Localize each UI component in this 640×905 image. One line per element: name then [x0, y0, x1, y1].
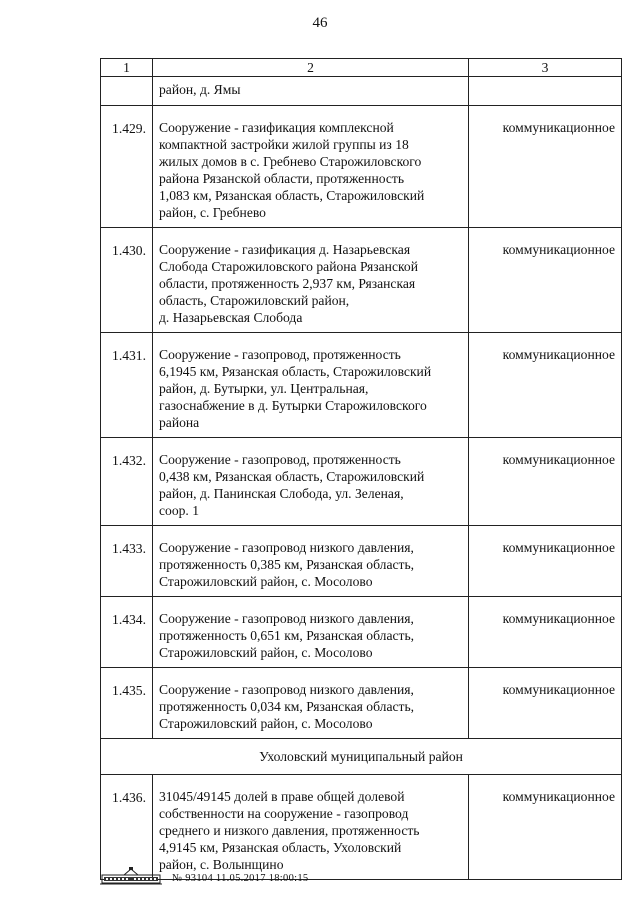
table-row — [101, 438, 622, 526]
description-line: Сооружение - газопровод, протяженность — [159, 347, 401, 362]
description-line: протяженность 0,034 км, Рязанская область, — [159, 699, 415, 714]
object-description — [153, 668, 469, 739]
row-number-cell — [101, 775, 153, 880]
description-line: района — [159, 415, 200, 430]
row-number-cell — [101, 597, 153, 668]
continuation-text: район, д. Ямы — [153, 77, 469, 106]
row-number: 1.429. — [112, 121, 146, 136]
continuation-num-cell — [101, 77, 153, 106]
description-line: Старожиловский район, с. Мосолово — [159, 574, 373, 589]
column-header-2: 2 — [153, 59, 469, 77]
description-line: Сооружение - газификация комплексной — [159, 120, 394, 135]
description-line: Старожиловский район, с. Мосолово — [159, 645, 373, 660]
description-line: жилых домов в с. Гребнево Старожиловского — [159, 154, 422, 169]
column-header-3: 3 — [469, 59, 622, 77]
description-line: Сооружение - газопровод, протяженность — [159, 452, 401, 467]
object-description — [153, 438, 469, 526]
continuation-row — [101, 77, 622, 106]
description-line: протяженность 0,385 км, Рязанская область, — [159, 557, 415, 572]
description-line: 31045/49145 долей в праве общей долевой — [159, 789, 405, 804]
description-line: Сооружение - газопровод низкого давления, — [159, 682, 414, 697]
registry-table — [100, 58, 622, 880]
object-kind: коммуникационное — [469, 228, 622, 333]
object-kind: коммуникационное — [469, 775, 622, 880]
description-line: д. Назарьевская Слобода — [159, 310, 303, 325]
description-line: газоснабжение в д. Бутырки Старожиловского — [159, 398, 427, 413]
object-kind: коммуникационное — [469, 438, 622, 526]
description-line: 1,083 км, Рязанская область, Старожиловский — [159, 188, 425, 203]
description-line: 4,9145 км, Рязанская область, Ухоловский — [159, 840, 402, 855]
table-row — [101, 597, 622, 668]
row-number: 1.432. — [112, 453, 146, 468]
table-row — [101, 668, 622, 739]
object-kind: коммуникационное — [469, 526, 622, 597]
description-line: компактной застройки жилой группы из 18 — [159, 137, 409, 152]
object-description — [153, 106, 469, 228]
row-number-cell — [101, 228, 153, 333]
building-logo-icon — [100, 867, 162, 885]
description-line: среднего и низкого давления, протяженность — [159, 823, 420, 838]
table-row — [101, 106, 622, 228]
object-description — [153, 228, 469, 333]
description-line: область, Старожиловский район, — [159, 293, 350, 308]
document-footer — [100, 873, 580, 889]
table-row — [101, 775, 622, 880]
page-number: 46 — [312, 15, 328, 31]
object-kind: коммуникационное — [469, 668, 622, 739]
description-line: Сооружение - газификация д. Назарьевская — [159, 242, 411, 257]
description-line: район, д. Бутырки, ул. Центральная, — [159, 381, 369, 396]
row-number: 1.435. — [112, 683, 146, 698]
section-title: Ухоловский муниципальный район — [101, 739, 622, 775]
continuation-kind-cell — [469, 77, 622, 106]
row-number-cell — [101, 438, 153, 526]
table-row — [101, 526, 622, 597]
column-header-1: 1 — [101, 59, 153, 77]
row-number-cell — [101, 333, 153, 438]
description-line: район, д. Панинская Слобода, ул. Зеленая, — [159, 486, 404, 501]
description-line: протяженность 0,651 км, Рязанская область, — [159, 628, 415, 643]
description-line: район, с. Гребнево — [159, 205, 266, 220]
row-number: 1.434. — [112, 612, 146, 627]
object-description — [153, 333, 469, 438]
object-description — [153, 526, 469, 597]
object-kind: коммуникационное — [469, 333, 622, 438]
row-number: 1.436. — [112, 790, 146, 805]
table-row — [101, 228, 622, 333]
object-kind: коммуникационное — [469, 597, 622, 668]
description-line: Старожиловский район, с. Мосолово — [159, 716, 373, 731]
description-line: Сооружение - газопровод низкого давления, — [159, 540, 414, 555]
description-line: области, протяженность 2,937 км, Рязанская — [159, 276, 416, 291]
object-description — [153, 775, 469, 880]
row-number: 1.431. — [112, 348, 146, 363]
object-description — [153, 597, 469, 668]
description-line: района Рязанской области, протяженность — [159, 171, 405, 186]
row-number: 1.430. — [112, 243, 146, 258]
description-line: соор. 1 — [159, 503, 200, 518]
object-kind: коммуникационное — [469, 106, 622, 228]
document-stamp: № 93104 11.05.2017 18:00:15 — [172, 873, 309, 884]
row-number-cell — [101, 106, 153, 228]
row-number-cell — [101, 668, 153, 739]
description-line: Сооружение - газопровод низкого давления, — [159, 611, 414, 626]
row-number: 1.433. — [112, 541, 146, 556]
table-row — [101, 333, 622, 438]
description-line: район, с. Волынщино — [159, 857, 284, 872]
section-row — [101, 739, 622, 775]
description-line: собственности на сооружение - газопровод — [159, 806, 409, 821]
description-line: 6,1945 км, Рязанская область, Старожиловский — [159, 364, 432, 379]
description-line: 0,438 км, Рязанская область, Старожиловский — [159, 469, 425, 484]
description-line: Слобода Старожиловского района Рязанской — [159, 259, 418, 274]
row-number-cell — [101, 526, 153, 597]
table-header-row — [101, 59, 622, 77]
